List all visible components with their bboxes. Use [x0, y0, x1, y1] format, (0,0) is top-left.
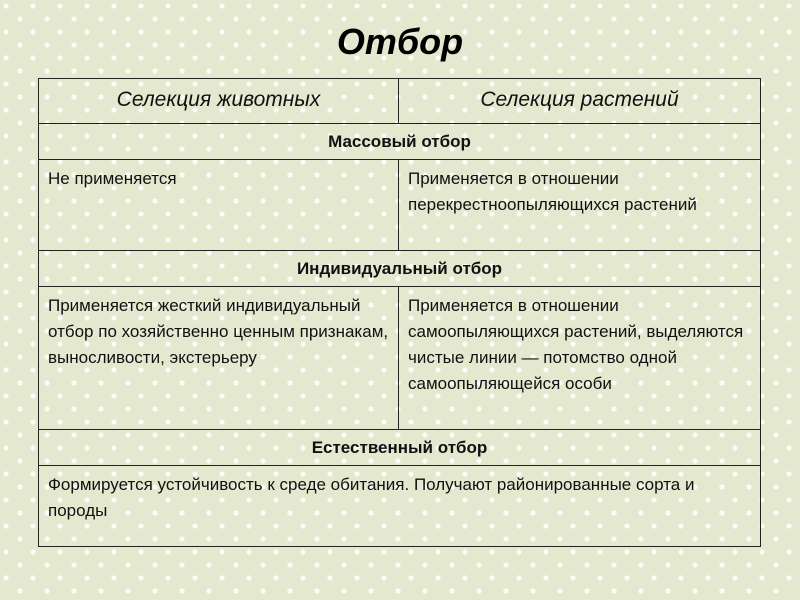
cell-animals-mass-selection: Не применяется [39, 160, 399, 251]
comparison-table [38, 78, 760, 547]
section-row [39, 430, 761, 466]
header-plants: Селекция растений [399, 79, 761, 124]
section-row [39, 124, 761, 160]
header-animals: Селекция животных [39, 79, 399, 124]
table-header-row [39, 79, 761, 124]
section-row [39, 251, 761, 287]
cell-natural-selection: Формируется устойчивость к среде обитания. Получают районированные сорта и породы [39, 466, 761, 547]
section-label-natural-selection: Естественный отбор [39, 430, 761, 466]
cell-plants-mass-selection: Применяется в отношении перекрестноопыляющихся растений [399, 160, 761, 251]
section-label-individual-selection: Индивидуальный отбор [39, 251, 761, 287]
cell-plants-individual-selection: Применяется в отношении самоопыляющихся растений, выделяются чистые линии — потомство одной самоопыляющейся особи [399, 287, 761, 430]
section-label-mass-selection: Массовый отбор [39, 124, 761, 160]
table-row [39, 287, 761, 430]
table-row [39, 160, 761, 251]
slide-title: Отбор [336, 21, 464, 62]
cell-animals-individual-selection: Применяется жесткий индивидуальный отбор по хозяйственно ценным признакам, выносливости, экстерьеру [39, 287, 399, 430]
table-row [39, 466, 761, 547]
